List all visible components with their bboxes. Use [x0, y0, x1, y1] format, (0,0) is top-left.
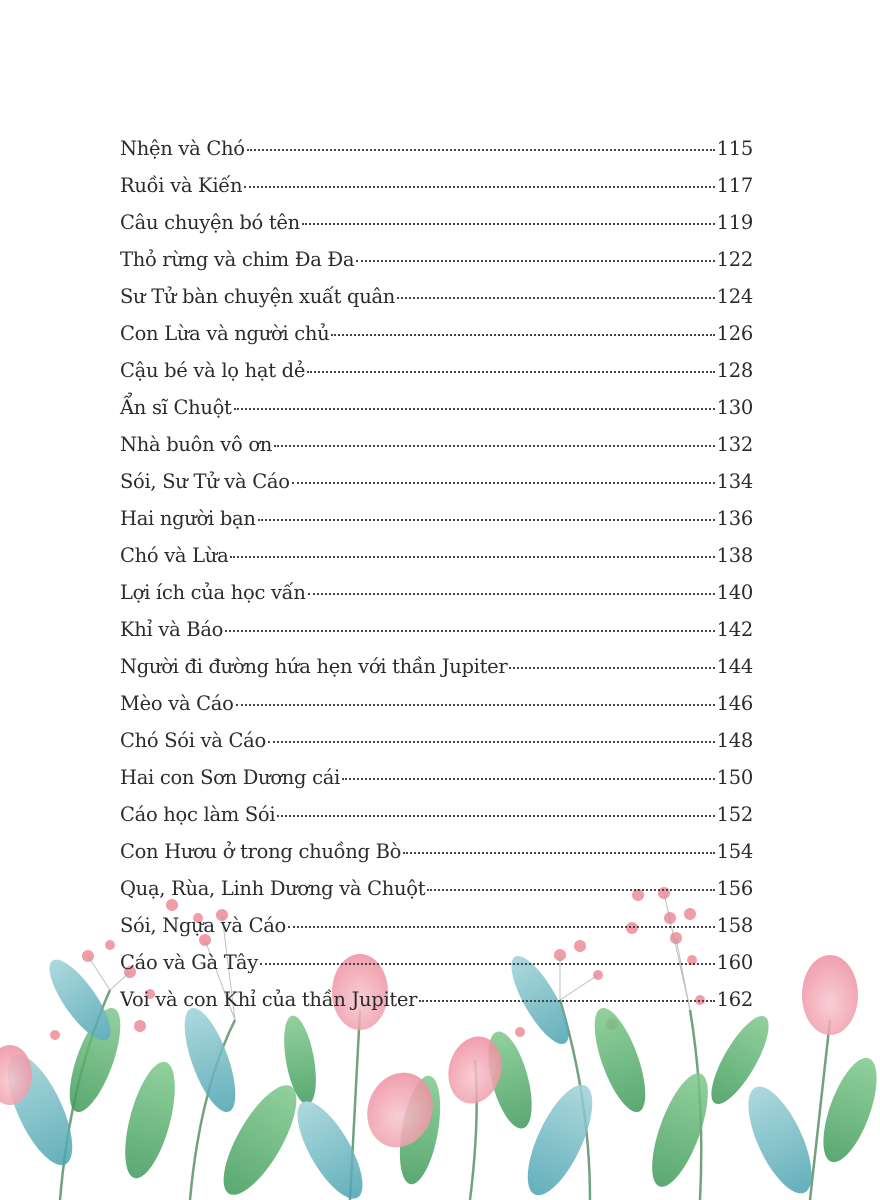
toc-entry[interactable]: [120, 396, 753, 433]
toc-page-number: 160: [716, 951, 753, 974]
toc-page-number: 154: [716, 840, 753, 863]
toc-title: Voi và con Khỉ của thần Jupiter: [120, 988, 418, 1011]
toc-entry[interactable]: [120, 137, 753, 174]
toc-title: Ẩn sĩ Chuột: [120, 396, 232, 419]
toc-entry[interactable]: [120, 359, 753, 396]
toc-page-number: 134: [716, 470, 753, 493]
toc-page-number: 115: [716, 137, 753, 160]
toc-page-number: 158: [716, 914, 753, 937]
dot-leader: [268, 741, 715, 743]
dot-leader: [234, 408, 715, 410]
toc-entry[interactable]: [120, 581, 753, 618]
toc-title: Quạ, Rùa, Linh Dương và Chuột: [120, 877, 426, 900]
table-of-contents: [120, 137, 753, 1025]
dot-leader: [509, 667, 714, 669]
dot-leader: [258, 519, 715, 521]
toc-page-number: 119: [716, 211, 753, 234]
dot-leader: [260, 963, 715, 965]
toc-entry[interactable]: [120, 470, 753, 507]
dot-leader: [247, 149, 715, 151]
toc-page-number: 117: [716, 174, 753, 197]
toc-page-number: 138: [716, 544, 753, 567]
toc-title: Sói, Ngựa và Cáo: [120, 914, 286, 937]
toc-entry[interactable]: [120, 729, 753, 766]
toc-page-number: 142: [716, 618, 753, 641]
toc-entry[interactable]: [120, 507, 753, 544]
toc-entry[interactable]: [120, 840, 753, 877]
toc-page-number: 124: [716, 285, 753, 308]
toc-entry[interactable]: [120, 951, 753, 988]
dot-leader: [356, 260, 714, 262]
toc-entry[interactable]: [120, 248, 753, 285]
dot-leader: [288, 926, 715, 928]
toc-page-number: 148: [716, 729, 753, 752]
toc-page-number: 126: [716, 322, 753, 345]
toc-title: Nhà buôn vô ơn: [120, 433, 273, 456]
toc-title: Sói, Sư Tử và Cáo: [120, 470, 290, 493]
toc-page-number: 146: [716, 692, 753, 715]
toc-page-number: 128: [716, 359, 753, 382]
toc-page-number: 122: [716, 248, 753, 271]
toc-title: Con Lừa và người chủ: [120, 322, 330, 345]
dot-leader: [342, 778, 715, 780]
dot-leader: [236, 704, 715, 706]
toc-entry[interactable]: [120, 988, 753, 1025]
toc-title: Khỉ và Báo: [120, 618, 224, 641]
dot-leader: [225, 630, 715, 632]
dot-leader: [277, 815, 714, 817]
toc-entry[interactable]: [120, 433, 753, 470]
toc-title: Người đi đường hứa hẹn với thần Jupiter: [120, 655, 508, 678]
toc-entry[interactable]: [120, 914, 753, 951]
toc-title: Sư Tử bàn chuyện xuất quân: [120, 285, 396, 308]
toc-entry[interactable]: [120, 766, 753, 803]
toc-title: Thỏ rừng và chim Đa Đa: [120, 248, 355, 271]
toc-title: Cậu bé và lọ hạt dẻ: [120, 359, 306, 382]
toc-entry[interactable]: [120, 692, 753, 729]
toc-title: Nhện và Chó: [120, 137, 245, 160]
dot-leader: [292, 482, 715, 484]
dot-leader: [274, 445, 715, 447]
toc-entry[interactable]: [120, 803, 753, 840]
toc-title: Con Hươu ở trong chuồng Bò: [120, 840, 402, 863]
toc-entry[interactable]: [120, 544, 753, 581]
toc-title: Lợi ích của học vấn: [120, 581, 306, 604]
dot-leader: [230, 556, 714, 558]
dot-leader: [331, 334, 714, 336]
toc-entry[interactable]: [120, 211, 753, 248]
toc-page-number: 136: [716, 507, 753, 530]
toc-page-number: 132: [716, 433, 753, 456]
toc-page-number: 144: [716, 655, 753, 678]
dot-leader: [419, 1000, 714, 1002]
toc-entry[interactable]: [120, 322, 753, 359]
toc-page-number: 162: [716, 988, 753, 1011]
toc-page-number: 150: [716, 766, 753, 789]
toc-title: Chó Sói và Cáo: [120, 729, 266, 752]
dot-leader: [302, 223, 715, 225]
toc-entry[interactable]: [120, 877, 753, 914]
toc-page-number: 152: [716, 803, 753, 826]
dot-leader: [308, 593, 715, 595]
toc-title: Cáo và Gà Tây: [120, 951, 258, 974]
toc-entry[interactable]: [120, 285, 753, 322]
toc-page-number: 140: [716, 581, 753, 604]
dot-leader: [397, 297, 715, 299]
toc-title: Câu chuyện bó tên: [120, 211, 300, 234]
toc-entry[interactable]: [120, 174, 753, 211]
dot-leader: [244, 186, 714, 188]
toc-title: Hai người bạn: [120, 507, 256, 530]
dot-leader: [307, 371, 715, 373]
dot-leader: [427, 889, 714, 891]
toc-title: Hai con Sơn Dương cái: [120, 766, 340, 789]
dot-leader: [403, 852, 715, 854]
toc-title: Chó và Lừa: [120, 544, 229, 567]
toc-title: Cáo học làm Sói: [120, 803, 276, 826]
toc-title: Mèo và Cáo: [120, 692, 234, 715]
toc-entry[interactable]: [120, 655, 753, 692]
toc-title: Ruồi và Kiến: [120, 174, 243, 197]
toc-entry[interactable]: [120, 618, 753, 655]
toc-page-number: 130: [716, 396, 753, 419]
toc-page-number: 156: [716, 877, 753, 900]
